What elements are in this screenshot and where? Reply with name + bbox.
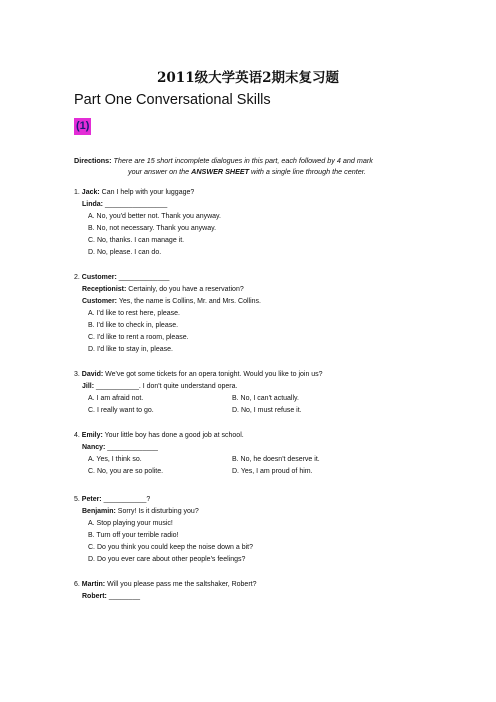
question-line: 3. David: We've got some tickets for an opera tonight. Would you like to join us? [74,371,323,378]
option: A. Stop playing your music! [88,520,173,527]
option: C. I'd like to rent a room, please. [88,334,189,341]
directions-line2: your answer on the ANSWER SHEET with a single line through the center. [128,167,366,176]
directions-line1: There are 15 short incomplete dialogues in this part, each followed by 4 and mark [113,156,373,165]
directions-block [74,155,434,177]
response-line: Nancy: _____________ [82,444,158,451]
question-5 [74,494,454,566]
response-line: Linda: ________________ [82,201,168,208]
option-row: C. No, you are so polite. D. Yes, I am proud of him. [88,468,313,475]
question-6 [74,579,454,603]
question-line: 4. Emily: Your little boy has done a good job at school. [74,432,244,439]
option: C. No, thanks. I can manage it. [88,237,185,244]
page-title: 2011级大学英语2期末复习题 [157,70,339,86]
section-heading: Part One Conversational Skills [74,92,271,108]
option: B. No, not necessary. Thank you anyway. [88,225,217,232]
option: A. I'd like to rest here, please. [88,310,180,317]
question-2 [74,272,454,356]
question-1 [74,187,454,259]
highlighted-marker: (1) [74,118,91,135]
question-4 [74,430,454,478]
option: D. No, please. I can do. [88,249,162,256]
response-line: Jill: ___________. I don't quite understand opera. [82,383,238,390]
response-line: Robert: ________ [82,593,140,600]
question-line: 5. Peter: ___________? [74,496,151,503]
option: A. No, you'd better not. Thank you anyway. [88,213,221,220]
directions-label: Directions: [74,156,112,165]
option: D. Do you ever care about other people's feelings? [88,556,246,563]
response-line: Receptionist: Certainly, do you have a reservation? [82,286,244,293]
option: B. I'd like to check in, please. [88,322,179,329]
response-line: Customer: Yes, the name is Collins, Mr. and Mrs. Collins. [82,298,261,305]
response-line: Benjamin: Sorry! Is it disturbing you? [82,508,199,515]
option-row: A. I am afraid not. B. No, I can't actually. [88,395,299,402]
option: B. Turn off your terrible radio! [88,532,179,539]
question-line: 1. Jack: Can I help with your luggage? [74,189,195,196]
option-row: A. Yes, I think so. B. No, he doesn't deserve it. [88,456,320,463]
question-3 [74,369,454,417]
question-line: 2. Customer: _____________ [74,274,170,281]
option-row: C. I really want to go. D. No, I must refuse it. [88,407,302,414]
question-line: 6. Martin: Will you please pass me the saltshaker, Robert? [74,581,257,588]
option: D. I'd like to stay in, please. [88,346,173,353]
option: C. Do you think you could keep the noise down a bit? [88,544,253,551]
